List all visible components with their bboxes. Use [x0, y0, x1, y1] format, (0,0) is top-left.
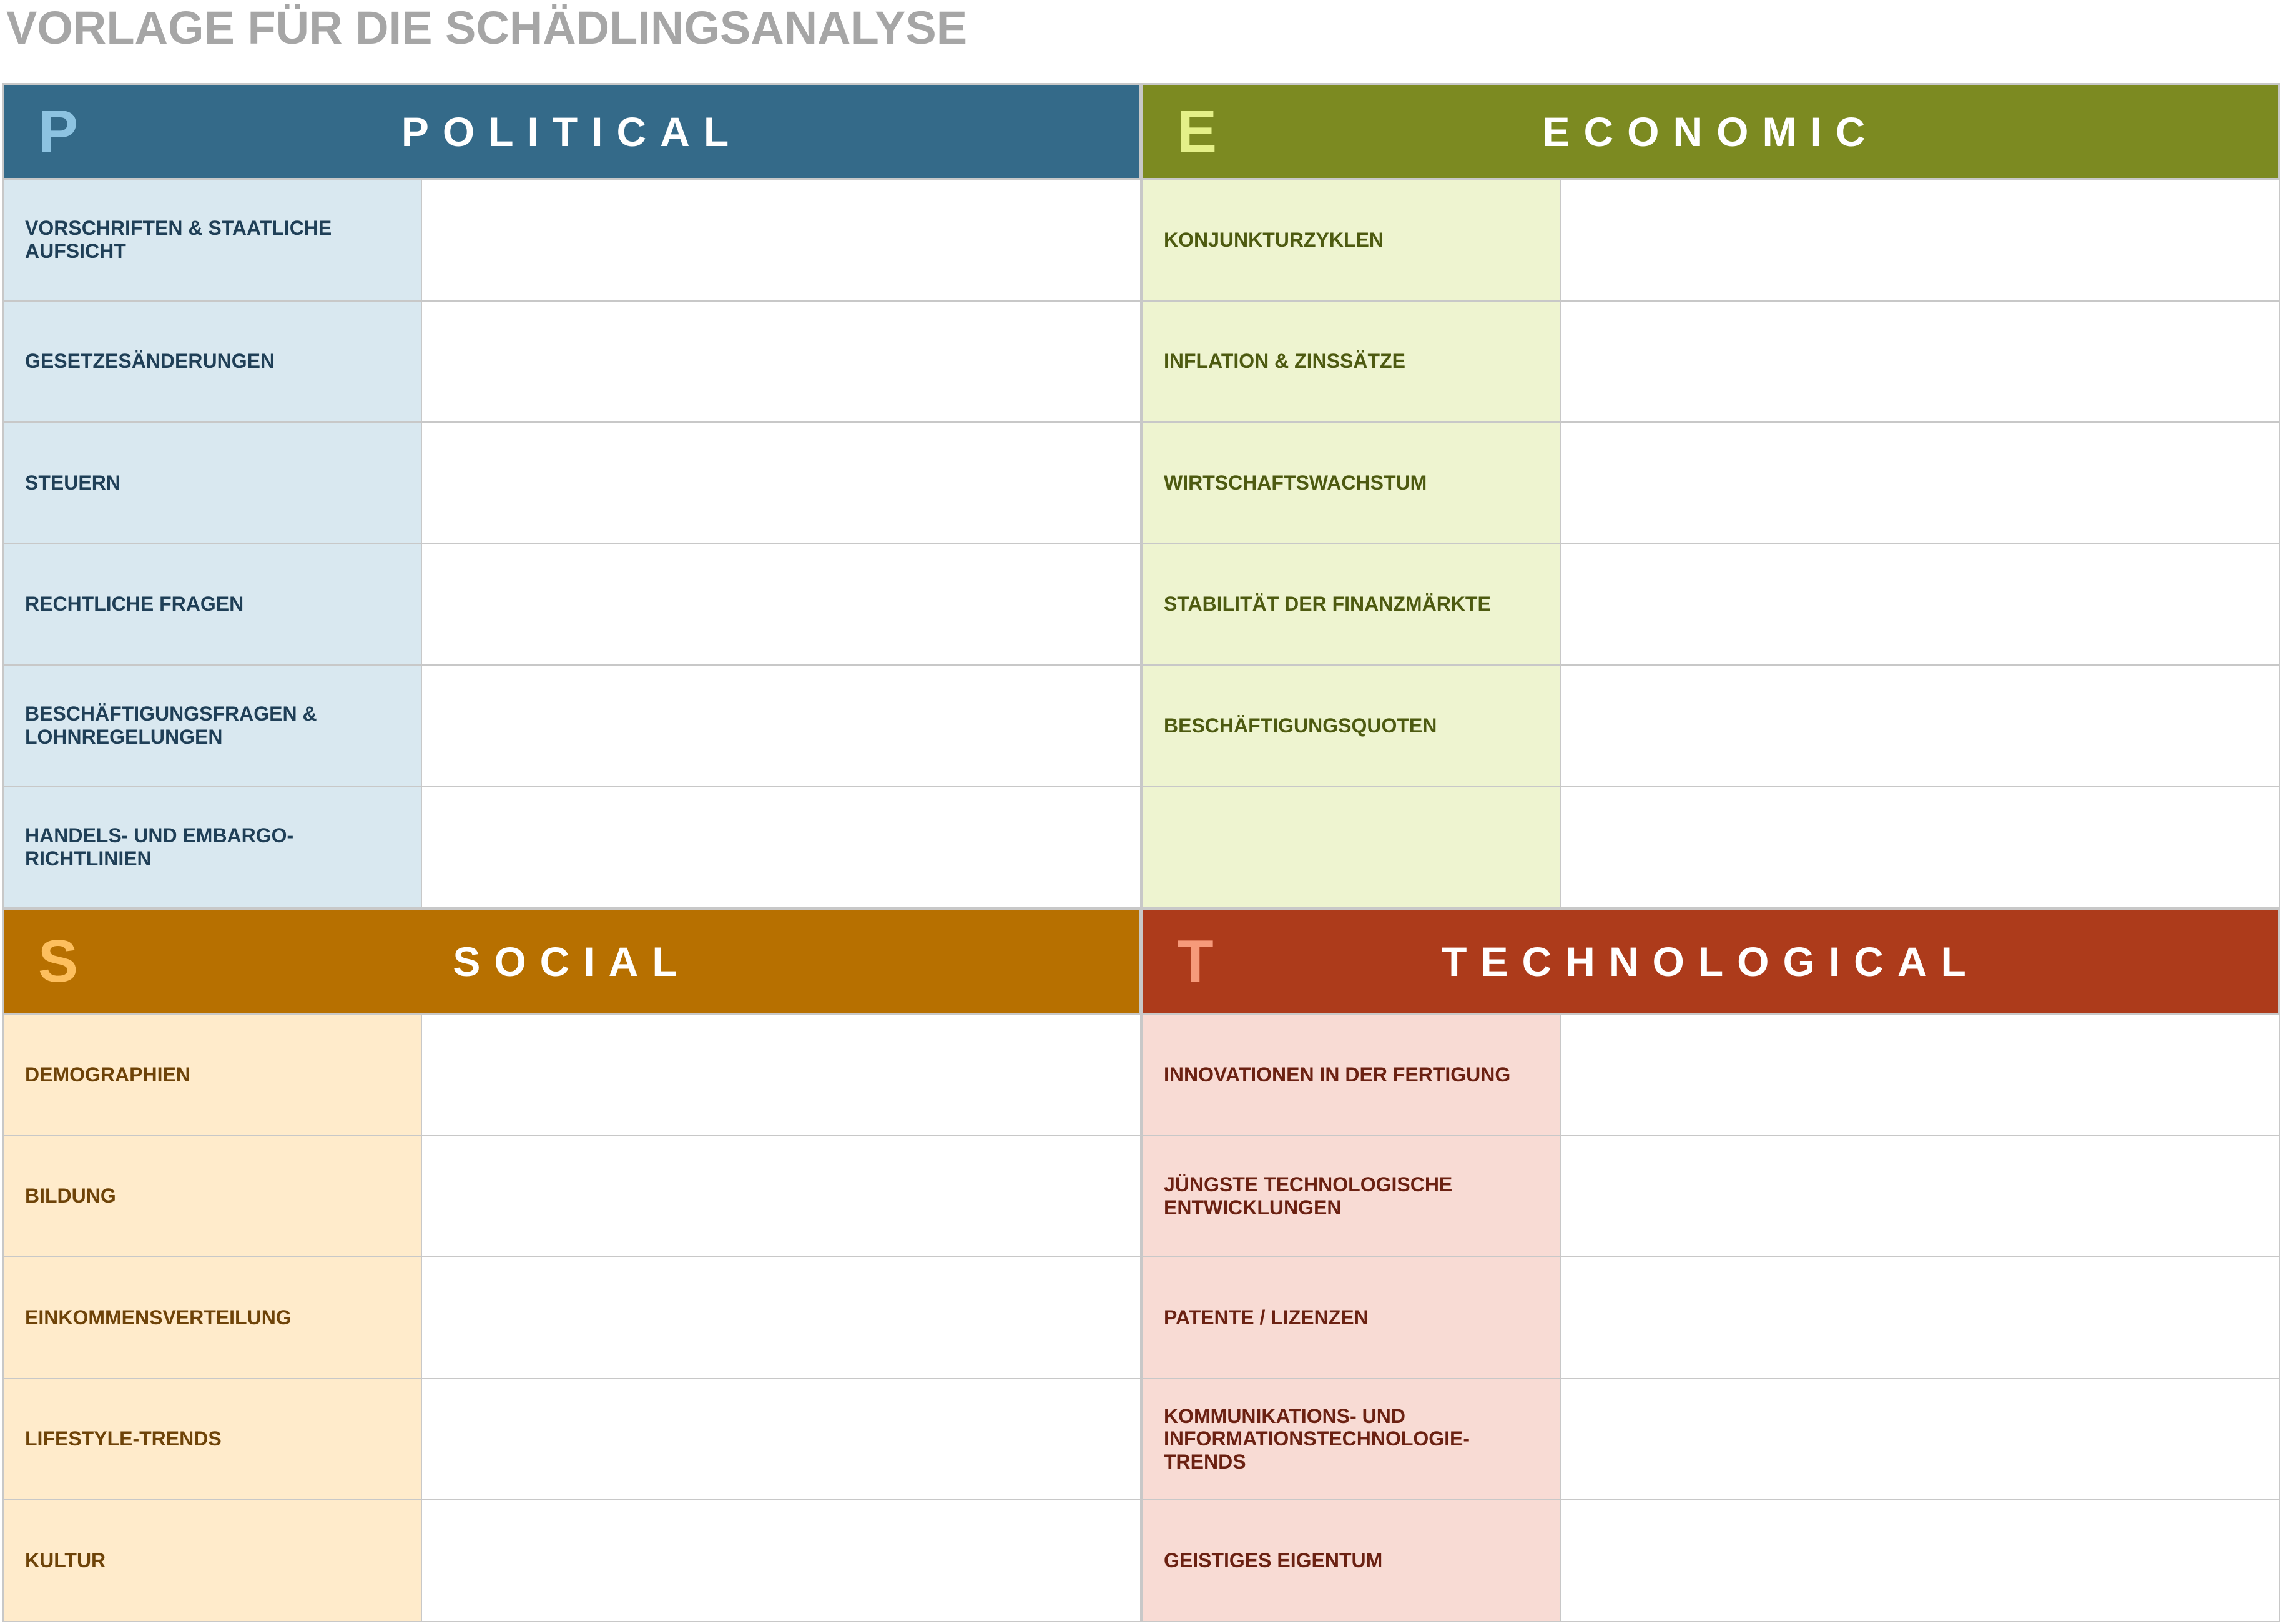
- table-row: [1141, 1015, 2280, 1136]
- social-header: [2, 908, 1141, 1015]
- row-input-cell[interactable]: [422, 423, 1141, 544]
- table-row: [2, 544, 1141, 666]
- political-letter: P: [38, 97, 79, 165]
- row-input-cell[interactable]: [1561, 180, 2280, 302]
- table-row: [2, 1257, 1141, 1379]
- political-header: [2, 83, 1141, 180]
- table-row: [2, 423, 1141, 544]
- table-row: [2, 1136, 1141, 1258]
- table-row: [2, 666, 1141, 787]
- table-row: [1141, 1379, 2280, 1501]
- row-input-cell[interactable]: [422, 1015, 1141, 1136]
- row-input-cell[interactable]: [422, 787, 1141, 909]
- economic-rows: [1141, 180, 2280, 908]
- quadrant-technological: [1141, 908, 2280, 1623]
- table-row: [1141, 1136, 2280, 1258]
- row-input-cell[interactable]: [422, 1136, 1141, 1258]
- row-input-cell[interactable]: [1561, 544, 2280, 666]
- row-label: RECHTLICHE FRAGEN: [2, 544, 422, 666]
- table-row: [1141, 423, 2280, 544]
- row-label: BESCHÄFTIGUNGSFRAGEN & LOHNREGELUNGEN: [2, 666, 422, 787]
- row-label: INNOVATIONEN IN DER FERTIGUNG: [1141, 1015, 1561, 1136]
- table-row: [1141, 180, 2280, 302]
- row-input-cell[interactable]: [1561, 1379, 2280, 1501]
- quadrant-economic: [1141, 83, 2280, 908]
- row-label: EINKOMMENSVERTEILUNG: [2, 1257, 422, 1379]
- social-title: SOCIAL: [453, 938, 691, 985]
- row-label: STEUERN: [2, 423, 422, 544]
- economic-letter: E: [1177, 97, 1217, 165]
- row-label: DEMOGRAPHIEN: [2, 1015, 422, 1136]
- row-input-cell[interactable]: [1561, 666, 2280, 787]
- table-row: [1141, 666, 2280, 787]
- row-input-cell[interactable]: [422, 302, 1141, 423]
- table-row: [2, 1500, 1141, 1622]
- row-label: HANDELS- UND EMBARGO-RICHTLINIEN: [2, 787, 422, 909]
- table-row: [2, 302, 1141, 423]
- political-title: POLITICAL: [401, 108, 743, 155]
- table-row: [1141, 787, 2280, 909]
- row-input-cell[interactable]: [422, 666, 1141, 787]
- technological-title: TECHNOLOGICAL: [1442, 938, 1980, 985]
- row-input-cell[interactable]: [422, 180, 1141, 302]
- row-label: VORSCHRIFTEN & STAATLICHE AUFSICHT: [2, 180, 422, 302]
- social-letter: S: [38, 928, 79, 995]
- row-input-cell[interactable]: [1561, 1136, 2280, 1258]
- row-input-cell[interactable]: [422, 1500, 1141, 1622]
- row-input-cell[interactable]: [1561, 1015, 2280, 1136]
- table-row: [2, 180, 1141, 302]
- table-row: [2, 1015, 1141, 1136]
- quadrant-political: [2, 83, 1141, 908]
- row-label: KULTUR: [2, 1500, 422, 1622]
- row-label: GESETZESÄNDERUNGEN: [2, 302, 422, 423]
- row-label: KONJUNKTURZYKLEN: [1141, 180, 1561, 302]
- row-label: BILDUNG: [2, 1136, 422, 1258]
- table-row: [2, 787, 1141, 909]
- row-label: GEISTIGES EIGENTUM: [1141, 1500, 1561, 1622]
- row-label: PATENTE / LIZENZEN: [1141, 1257, 1561, 1379]
- economic-header: [1141, 83, 2280, 180]
- row-input-cell[interactable]: [422, 1257, 1141, 1379]
- technological-letter: T: [1177, 928, 1214, 995]
- row-label: [1141, 787, 1561, 909]
- row-label: INFLATION & ZINSSÄTZE: [1141, 302, 1561, 423]
- row-input-cell[interactable]: [1561, 787, 2280, 909]
- row-input-cell[interactable]: [1561, 1500, 2280, 1622]
- economic-title: ECONOMIC: [1542, 108, 1879, 155]
- row-input-cell[interactable]: [1561, 302, 2280, 423]
- row-label: KOMMUNIKATIONS- UND INFORMATIONSTECHNOLOGIE-TRENDS: [1141, 1379, 1561, 1501]
- technological-header: [1141, 908, 2280, 1015]
- row-input-cell[interactable]: [1561, 1257, 2280, 1379]
- social-rows: [2, 1015, 1141, 1622]
- table-row: [1141, 1500, 2280, 1622]
- table-row: [1141, 544, 2280, 666]
- pest-grid: [2, 83, 2280, 1623]
- political-rows: [2, 180, 1141, 908]
- row-label: STABILITÄT DER FINANZMÄRKTE: [1141, 544, 1561, 666]
- row-label: WIRTSCHAFTSWACHSTUM: [1141, 423, 1561, 544]
- technological-rows: [1141, 1015, 2280, 1622]
- table-row: [1141, 302, 2280, 423]
- table-row: [1141, 1257, 2280, 1379]
- page-title: VORLAGE FÜR DIE SCHÄDLINGSANALYSE: [6, 2, 968, 54]
- row-input-cell[interactable]: [422, 544, 1141, 666]
- quadrant-social: [2, 908, 1141, 1623]
- row-label: JÜNGSTE TECHNOLOGISCHE ENTWICKLUNGEN: [1141, 1136, 1561, 1258]
- row-input-cell[interactable]: [1561, 423, 2280, 544]
- row-label: BESCHÄFTIGUNGSQUOTEN: [1141, 666, 1561, 787]
- row-label: LIFESTYLE-TRENDS: [2, 1379, 422, 1501]
- table-row: [2, 1379, 1141, 1501]
- row-input-cell[interactable]: [422, 1379, 1141, 1501]
